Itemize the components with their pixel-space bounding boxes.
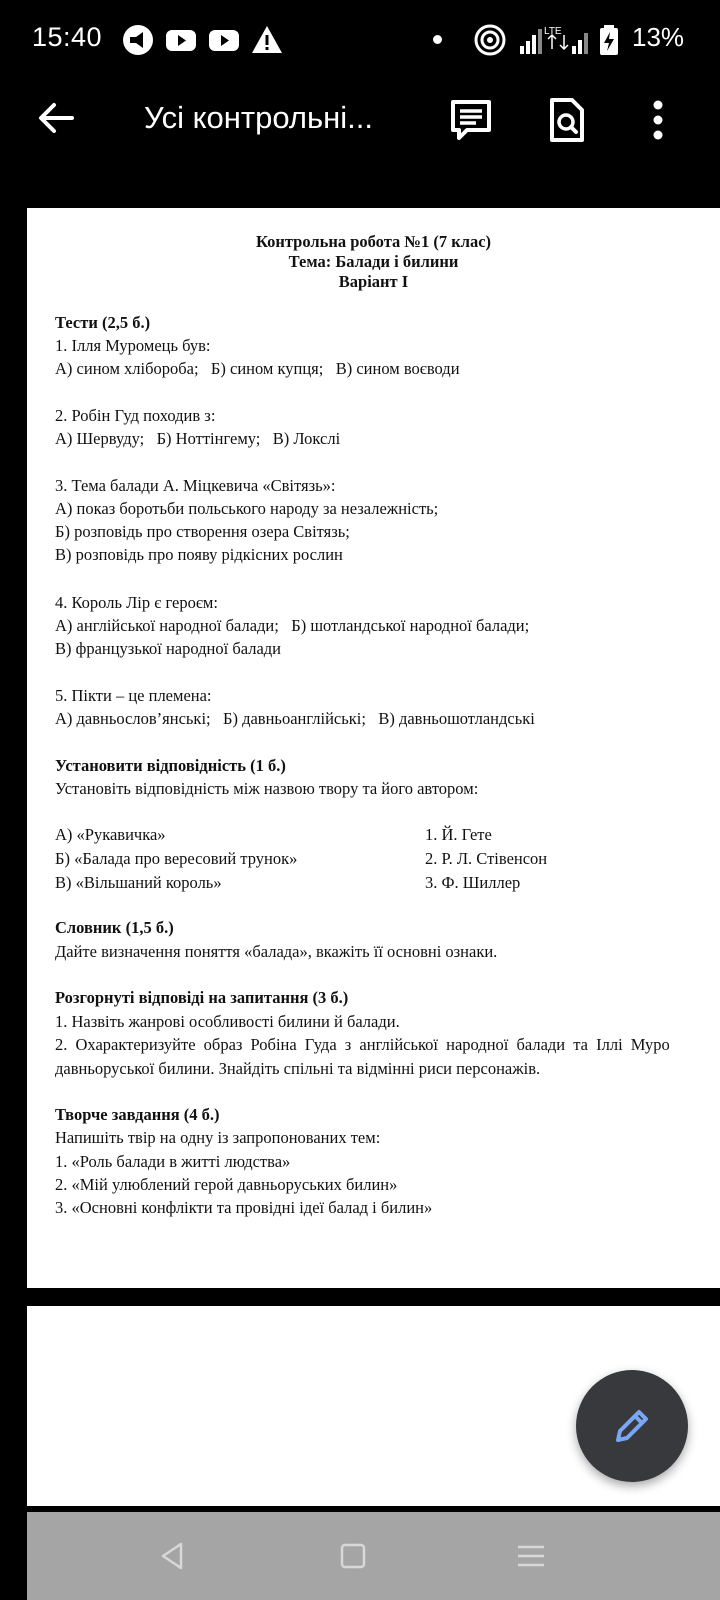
question-4: 4. Король Лір є героєм: [55,593,218,612]
comment-icon[interactable] [447,96,495,144]
creative-topic: 3. «Основні конфлікти та провідні ідеї балад і билин» [55,1198,433,1217]
author-item: 2. Р. Л. Стівенсон [425,849,548,868]
battery-percent: 13% [632,22,685,52]
dictionary-text: Дайте визначення поняття «балада», вкажіть її основні ознаки. [55,942,498,961]
dictionary-heading: Словник (1,5 б.) [55,918,174,937]
creative-heading: Творче завдання (4 б.) [55,1105,220,1124]
extended-heading: Розгорнуті відповіді на запитання (3 б.) [55,988,349,1007]
creative-instruction: Напишіть твір на одну із запропонованих тем: [55,1128,381,1147]
question-3: 3. Тема балади А. Міцкевича «Світязь»: [55,476,336,495]
edit-fab-button[interactable] [576,1370,688,1482]
youtube-icon [206,22,242,58]
signal-icon [518,22,590,58]
question-5-options: А) давньослов’янські; Б) давньоанглійські; В) давньошотландські [55,709,535,728]
doc-topic-line: Тема: Балади і билини [288,252,459,271]
document-page[interactable] [27,208,720,1288]
question-3-option-c: В) розповідь про появу рідкісних рослин [55,545,343,564]
question-1: 1. Ілля Муромець був: [55,336,211,355]
extended-question-1: 1. Назвіть жанрові особливості билини й балади. [55,1012,400,1031]
doc-variant-line: Варіант І [338,272,409,291]
work-item: Б) «Балада про вересовий трунок» [55,849,298,868]
notification-dot [433,35,442,44]
question-3-option-a: А) показ боротьби польського народу за незалежність; [55,499,439,518]
status-time: 15:40 [32,22,103,52]
notification-icon [120,22,156,58]
creative-topic: 2. «Мій улюблений герой давньоруських билин» [55,1175,398,1194]
question-3-option-b: Б) розповідь про створення озера Світязь; [55,522,350,541]
nav-back-icon[interactable] [153,1536,193,1576]
author-item: 1. Й. Гете [425,825,492,844]
document-title: Усі контрольні... [144,100,373,135]
network-type: LTE [544,26,562,37]
back-arrow-icon[interactable] [34,96,78,140]
extended-question-2: 2. Охарактеризуйте образ Робіна Гуда з англійської народної балади та Іллі Муро [55,1035,670,1054]
matching-instruction: Установіть відповідність між назвою твору та його автором: [55,779,479,798]
doc-title-line: Контрольна робота №1 (7 клас) [255,232,492,251]
question-2: 2. Робін Гуд походив з: [55,406,216,425]
work-item: В) «Вільшаний король» [55,873,222,892]
hotspot-icon [472,22,508,58]
work-item: А) «Рукавичка» [55,825,166,844]
question-1-options: А) сином хлібороба; Б) сином купця; В) сином воєводи [55,359,460,378]
tests-heading: Тести (2,5 б.) [55,313,151,332]
system-nav-bar [27,1512,720,1600]
author-item: 3. Ф. Шиллер [425,873,521,892]
nav-recents-icon[interactable] [511,1536,551,1576]
extended-question-2-cont: давньоруської билини. Знайдіть спільні та відмінні риси персонажів. [55,1059,541,1078]
find-in-document-icon[interactable] [542,96,590,144]
battery-charging-icon [598,22,620,58]
question-4-options-ab: А) англійської народної балади; Б) шотландської народної балади; [55,616,530,635]
nav-home-icon[interactable] [333,1536,373,1576]
edit-pencil-icon [610,1404,654,1448]
question-4-option-c: В) французької народної балади [55,639,281,658]
status-bar [0,0,720,80]
youtube-icon [163,22,199,58]
more-vert-icon[interactable] [634,96,682,144]
creative-topic: 1. «Роль балади в житті людства» [55,1152,291,1171]
warning-icon [249,22,285,58]
question-5: 5. Пікти – це племена: [55,686,212,705]
matching-heading: Установити відповідність (1 б.) [55,756,286,775]
question-2-options: А) Шервуду; Б) Ноттінгему; В) Локслі [55,429,341,448]
